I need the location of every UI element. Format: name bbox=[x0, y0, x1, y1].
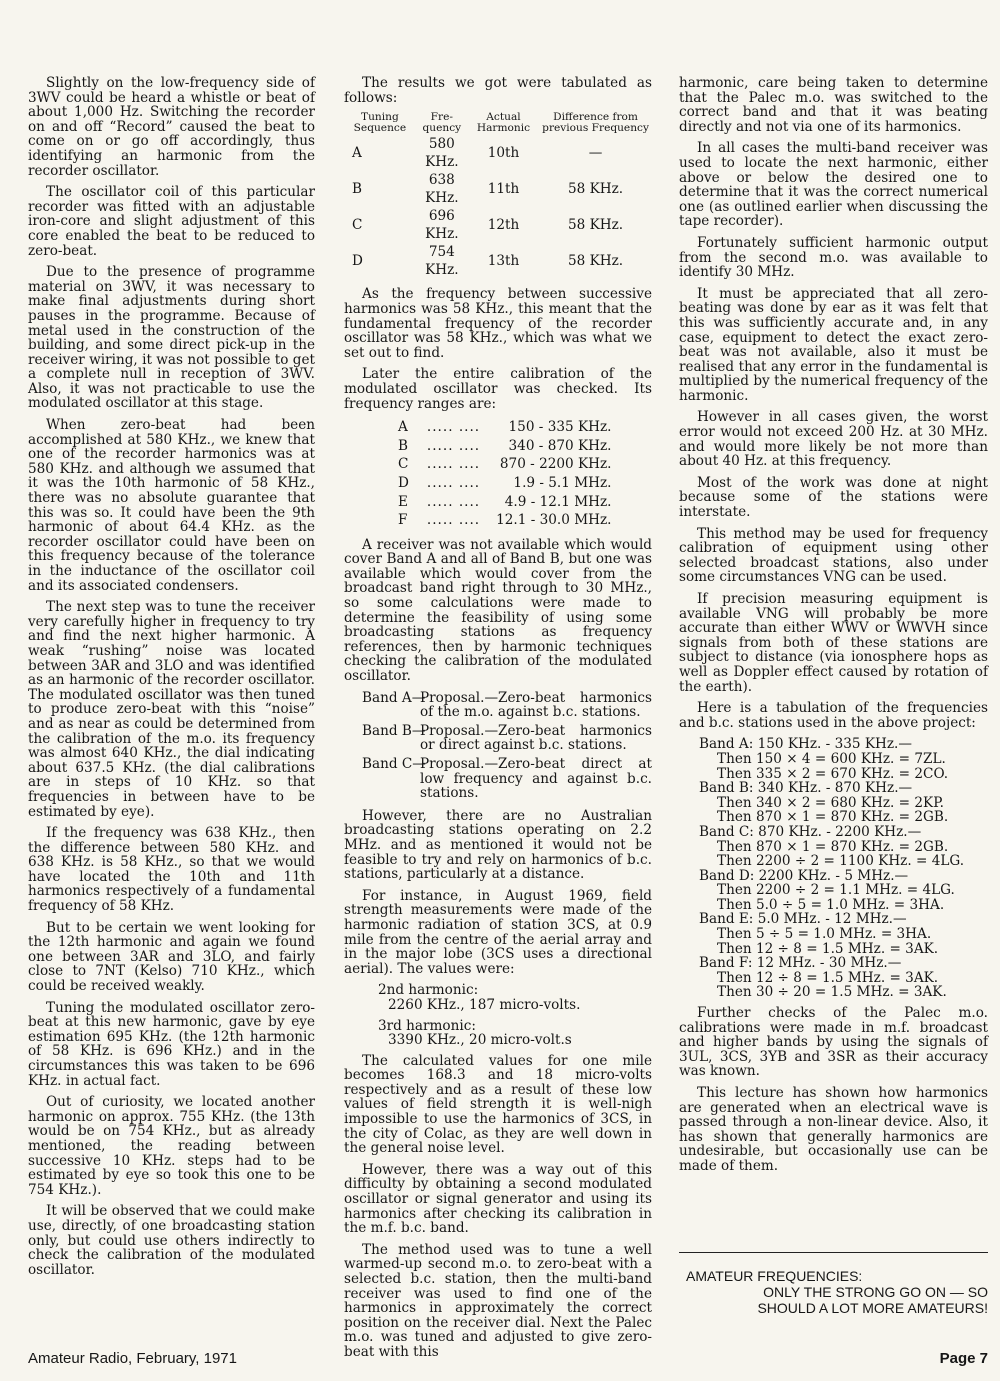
paragraph: If precision measuring equipment is available VNG will probably be more accurate than either WWV or WWVH since signals from both of these stations are subject to distance (via ionosphere hops as well as Doppler effect caused by rotation of the earth). bbox=[679, 591, 988, 695]
paragraph: Tuning the modulated oscillator zero-beat at this new harmonic, gave by eye estimation 695 KHz. (the 12th harmonic of 58 KHz. is 696 KHz.) and in the circumstances this was taken to be 696 KHz. in actual fact. bbox=[28, 999, 315, 1089]
harmonic-measurement bbox=[378, 1019, 652, 1048]
leader-dots: ..... .... bbox=[426, 493, 481, 510]
band-heading: Band B: 340 KHz. - 870 KHz.— bbox=[699, 780, 913, 797]
paragraph: Further checks of the Palec m.o. calibrations were made in m.f. broadcast and higher bands by using the signals of 3UL, 3CS, 3YB and 3SR as their accuracy was known. bbox=[679, 1005, 988, 1080]
table-cell: A bbox=[352, 145, 362, 162]
table-row bbox=[394, 493, 615, 512]
table-row bbox=[394, 418, 615, 437]
table-cell: 10th bbox=[487, 145, 520, 162]
band-calculation: Then 335 × 2 = 670 KHz. = 2CO. bbox=[717, 765, 949, 782]
filler-callout bbox=[686, 1268, 988, 1316]
paragraph: A receiver was not available which would cover Band A and all of Band B, but one was available which would cover from the broadcast band right through to 30 MHz., so some calculations were made to determine the feasibility of using some broadcasting stations as frequency references, then by harmonic techniques checking the calibration of the modulated oscillator. bbox=[344, 536, 652, 685]
paragraph: harmonic, care being taken to determine that the Palec m.o. was switched to the correct band and that it was beating directly and not via one of its harmonics. bbox=[679, 75, 988, 135]
harmonic-name: 2nd harmonic: bbox=[378, 982, 479, 999]
results-table bbox=[344, 112, 652, 279]
band-letter: F bbox=[398, 512, 408, 529]
proposal-text: Proposal.—Zero-beat direct at low frequency and against b.c. stations. bbox=[420, 756, 652, 802]
table-cell: 696 KHz. bbox=[425, 208, 459, 243]
band-heading: Band F: 12 MHz. - 30 MHz.— bbox=[699, 955, 902, 972]
paragraph: For instance, in August 1969, field strength measurements were made of the harmonic radiation of station 3CS, at 0.9 mile from the centre of the aerial array and in the major lobe (3CS uses a directional aerial). The values were: bbox=[344, 887, 652, 977]
table-row bbox=[394, 511, 615, 530]
leader-dots: ..... .... bbox=[426, 437, 481, 454]
table-cell: 638 KHz. bbox=[425, 172, 459, 207]
table-cell: 11th bbox=[487, 181, 520, 198]
table-row bbox=[344, 243, 652, 279]
band-calculation: Then 340 × 2 = 680 KHz. = 2KP. bbox=[717, 794, 944, 811]
paragraph: When zero-beat had been accomplished at 580 KHz., we knew that one of the recorder harmonics was at 580 KHz. and although we assumed that it was the 10th harmonic of 58 KHz., there was no absolute guarantee that this was so. It could have been the 9th harmonic of about 64.4 KHz. as the recorder oscillator could have been on this frequency because of the tolerance in the inductance of the oscillator coil and its associated condensers. bbox=[28, 417, 315, 594]
paragraph: However, there was a way out of this difficulty by obtaining a second modulated oscillator or signal generator and using its harmonics after checking its calibration in the m.f. b.c. band. bbox=[344, 1161, 652, 1237]
proposal-text: Proposal.—Zero-beat harmonics or direct against b.c. stations. bbox=[420, 722, 652, 754]
proposal-item bbox=[362, 757, 652, 801]
proposal-label: Band B— bbox=[362, 722, 426, 739]
proposal-item bbox=[362, 691, 652, 720]
paragraph: But to be certain we went looking for the 12th harmonic and again we found one between 3AR and 3LO, and fairly close to 7NT (Kelso) 710 KHz., which could be received weakly. bbox=[28, 919, 315, 995]
divider bbox=[679, 1252, 988, 1253]
table-cell: B bbox=[352, 181, 362, 198]
band-tabulation bbox=[699, 737, 988, 1000]
band-heading: Band D: 2200 KHz. - 5 MHz.— bbox=[699, 867, 909, 884]
band-calculation: Then 150 × 4 = 600 KHz. = 7ZL. bbox=[717, 750, 946, 767]
paragraph: The next step was to tune the receiver very carefully higher in frequency to try and find the next higher harmonic. A weak “rushing” noise was located between 3AR and 3LO and was identified as an harmonic of the recorder oscillator. The modulated oscillator was then tuned to produce zero-beat with this “noise” and as near as could be determined from the calibration of the m.o. its frequency was almost 640 KHz., the dial indicating about 637.5 KHz. (the dial calibrations are in steps of 10 KHz. so that frequencies in between have to be estimated by eye). bbox=[28, 599, 315, 820]
band-heading: Band E: 5.0 MHz. - 12 MHz.— bbox=[699, 911, 907, 928]
proposal-text: Proposal.—Zero-beat harmonics of the m.o. against b.c. stations. bbox=[420, 689, 652, 721]
paragraph: In all cases the multi-band receiver was used to locate the next harmonic, either above or below the desired one to determine that it was the correct numerical one (as outlined earlier when discussing the tape recorder). bbox=[679, 140, 988, 230]
paragraph: The calculated values for one mile becomes 168.3 and 18 micro-volts respectively and as a result of these low values of field strength it is well-nigh impossible to use the harmonics of 3CS, in the city of Colac, as they are well down in the general noise level. bbox=[344, 1052, 652, 1157]
band-letter: A bbox=[398, 419, 408, 436]
paragraph: As the frequency between successive harmonics was 58 KHz., this meant that the fundamental frequency of the recorder oscillator was 58 KHz., which was what we set out to find. bbox=[344, 286, 652, 361]
leader-dots: ..... .... bbox=[426, 456, 481, 473]
table-cell: D bbox=[352, 253, 363, 270]
table-cell: 58 KHz. bbox=[568, 253, 624, 270]
paragraph: Slightly on the low-frequency side of 3WV could be heard a whistle or beat of about 1,000 Hz. Switching the recorder on and off “Record” caused the beat to come on or go off accordingly, thus identifying an harmonic from the recorder oscillator. bbox=[28, 75, 315, 179]
range-value: 1.9 - 5.1 MHz. bbox=[513, 474, 612, 491]
proposal-item bbox=[362, 724, 652, 753]
table-cell: 13th bbox=[487, 253, 520, 270]
table-cell: 58 KHz. bbox=[568, 181, 624, 198]
paragraph: This method may be used for frequency calibration of equipment using other selected broadcast stations, also under some circumstances VNG can be used. bbox=[679, 525, 988, 586]
leader-dots: ..... .... bbox=[426, 512, 481, 529]
text-column-2 bbox=[344, 76, 652, 1367]
band-letter: C bbox=[398, 456, 409, 473]
column-header: Actual Harmonic bbox=[476, 111, 531, 134]
paragraph: It must be appreciated that all zero-beating was done by ear as it was felt that this was sufficiently accurate and, in any case, equipment to detect the exact zero-beat was not available, also it must be realised that any error in the fundamental is multiplied by the numerical frequency of the harmonic. bbox=[679, 285, 988, 404]
paragraph: Most of the work was done at night because some of the stations were interstate. bbox=[679, 474, 988, 521]
paragraph: The results we got were tabulated as follows: bbox=[344, 75, 652, 106]
text-column-3 bbox=[679, 76, 988, 1181]
band-calculation: Then 870 × 1 = 870 KHz. = 2GB. bbox=[717, 838, 949, 855]
table-row bbox=[394, 455, 615, 474]
harmonic-name: 3rd harmonic: bbox=[378, 1017, 476, 1034]
table-cell: C bbox=[352, 217, 363, 234]
band-heading: Band C: 870 KHz. - 2200 KHz.— bbox=[699, 823, 922, 840]
page-number: Page 7 bbox=[939, 1350, 988, 1367]
band-calculation: Then 12 ÷ 8 = 1.5 MHz. = 3AK. bbox=[717, 940, 939, 957]
callout-title: AMATEUR FREQUENCIES: bbox=[686, 1268, 863, 1284]
harmonic-measurement bbox=[378, 983, 652, 1012]
band-calculation: Then 5.0 ÷ 5 = 1.0 MHz. = 3HA. bbox=[717, 896, 945, 913]
paragraph: It will be observed that we could make use, directly, of one broadcasting station only, but could use others indirectly to check the calibration of the modulated oscillator. bbox=[28, 1203, 315, 1278]
column-header: Fre-quency bbox=[422, 111, 462, 134]
table-cell: 58 KHz. bbox=[568, 217, 624, 234]
paragraph: However, there are no Australian broadcasting stations operating on 2.2 MHz. and as mentioned it would not be feasible to try and rely on harmonics of b.c. stations, particularly at a distance. bbox=[344, 807, 652, 883]
band-heading: Band A: 150 KHz. - 335 KHz.— bbox=[699, 736, 912, 753]
paragraph: The oscillator coil of this particular recorder was fitted with an adjustable iron-core and slight adjustment of this core enabled the beat to be reduced to zero-beat. bbox=[28, 184, 315, 259]
table-cell: — bbox=[588, 145, 603, 162]
band-calculation: Then 870 × 1 = 870 KHz. = 2GB. bbox=[717, 809, 949, 826]
paragraph: If the frequency was 638 KHz., then the difference between 580 KHz. and 638 KHz. is 58 KHz., so that we would have located the 10th and 11th harmonics respectively of a fundamental frequency of 58 KHz. bbox=[28, 825, 315, 915]
range-value: 340 - 870 KHz. bbox=[508, 437, 612, 454]
band-calculation: Then 2200 ÷ 2 = 1.1 MHz. = 4LG. bbox=[717, 882, 955, 899]
harmonic-value: 2260 KHz., 187 micro-volts. bbox=[388, 996, 581, 1013]
paragraph: Fortunately sufficient harmonic output from the second m.o. was available to identify 30 MHz. bbox=[679, 234, 988, 281]
frequency-range-table bbox=[394, 418, 615, 530]
table-cell: 754 KHz. bbox=[425, 244, 459, 279]
band-letter: B bbox=[398, 437, 408, 454]
harmonic-value: 3390 KHz., 20 micro-volt.s bbox=[388, 1032, 572, 1049]
leader-dots: ..... .... bbox=[426, 474, 481, 491]
range-value: 4.9 - 12.1 MHz. bbox=[504, 493, 612, 510]
column-header: Tuning Sequence bbox=[353, 111, 407, 134]
table-row bbox=[394, 474, 615, 493]
paragraph: Due to the presence of programme material on 3WV, it was necessary to make final adjustments during short pauses in the programme. Because of metal used in the construction of the building, and some direct pick-up in the receiver wiring, it was not possible to get a complete null in reception of 3WV. Also, it was not practicable to use the modulated oscillator at this stage. bbox=[28, 264, 315, 412]
range-value: 870 - 2200 KHz. bbox=[499, 456, 612, 473]
band-calculation: Then 2200 ÷ 2 = 1100 KHz. = 4LG. bbox=[717, 853, 965, 870]
paragraph: However in all cases given, the worst error would not exceed 200 Hz. at 30 MHz. and would more likely be not more than about 40 Hz. at this frequency. bbox=[679, 409, 988, 470]
text-column-1 bbox=[28, 76, 315, 1284]
band-calculation: Then 12 ÷ 8 = 1.5 MHz. = 3AK. bbox=[717, 969, 939, 986]
band-letter: D bbox=[398, 474, 409, 491]
footer-publication: Amateur Radio, February, 1971 bbox=[28, 1350, 237, 1367]
band-calculation: Then 5 ÷ 5 = 1.0 MHz. = 3HA. bbox=[717, 926, 932, 943]
range-value: 150 - 335 KHz. bbox=[508, 419, 612, 436]
table-cell: 12th bbox=[487, 217, 520, 234]
paragraph: This lecture has shown how harmonics are generated when an electrical wave is passed through a non-linear device. Also, it has shown that generally harmonics are undesirable, but occasionally use can be made of them. bbox=[679, 1085, 988, 1174]
table-row bbox=[344, 207, 652, 243]
paragraph: Out of curiosity, we located another harmonic on approx. 755 KHz. (the 13th would be on 754 KHz., but as already mentioned, the reading between successive 10 KHz. steps had to be estimated by eye so took this one to be 754 KHz.). bbox=[28, 1094, 315, 1198]
paragraph: Later the entire calibration of the modulated oscillator was checked. Its frequency ranges are: bbox=[344, 366, 652, 412]
table-cell: 580 KHz. bbox=[425, 136, 459, 171]
band-letter: E bbox=[398, 493, 408, 510]
proposal-label: Band C— bbox=[362, 756, 426, 772]
leader-dots: ..... .... bbox=[426, 419, 481, 436]
paragraph: The method used was to tune a well warmed-up second m.o. to zero-beat with a selected b.c. station, then the multi-band receiver was used to find one of the harmonics in approximately the correct position on the receiver dial. Next the Palec m.o. was tuned and adjusted to give zero-beat with this bbox=[344, 1241, 652, 1360]
band-calculation: Then 30 ÷ 20 = 1.5 MHz. = 3AK. bbox=[717, 984, 947, 1001]
callout-body: ONLY THE STRONG GO ON — SO SHOULD A LOT MORE AMATEURS! bbox=[757, 1284, 988, 1316]
table-row bbox=[394, 437, 615, 456]
table-row bbox=[344, 171, 652, 207]
column-header: Difference from previous Frequency bbox=[542, 111, 649, 134]
table-header-row bbox=[344, 112, 652, 135]
range-value: 12.1 - 30.0 MHz. bbox=[496, 512, 612, 529]
paragraph: Here is a tabulation of the frequencies and b.c. stations used in the above project: bbox=[679, 700, 988, 731]
proposal-label: Band A— bbox=[362, 689, 426, 706]
table-row bbox=[344, 135, 652, 171]
